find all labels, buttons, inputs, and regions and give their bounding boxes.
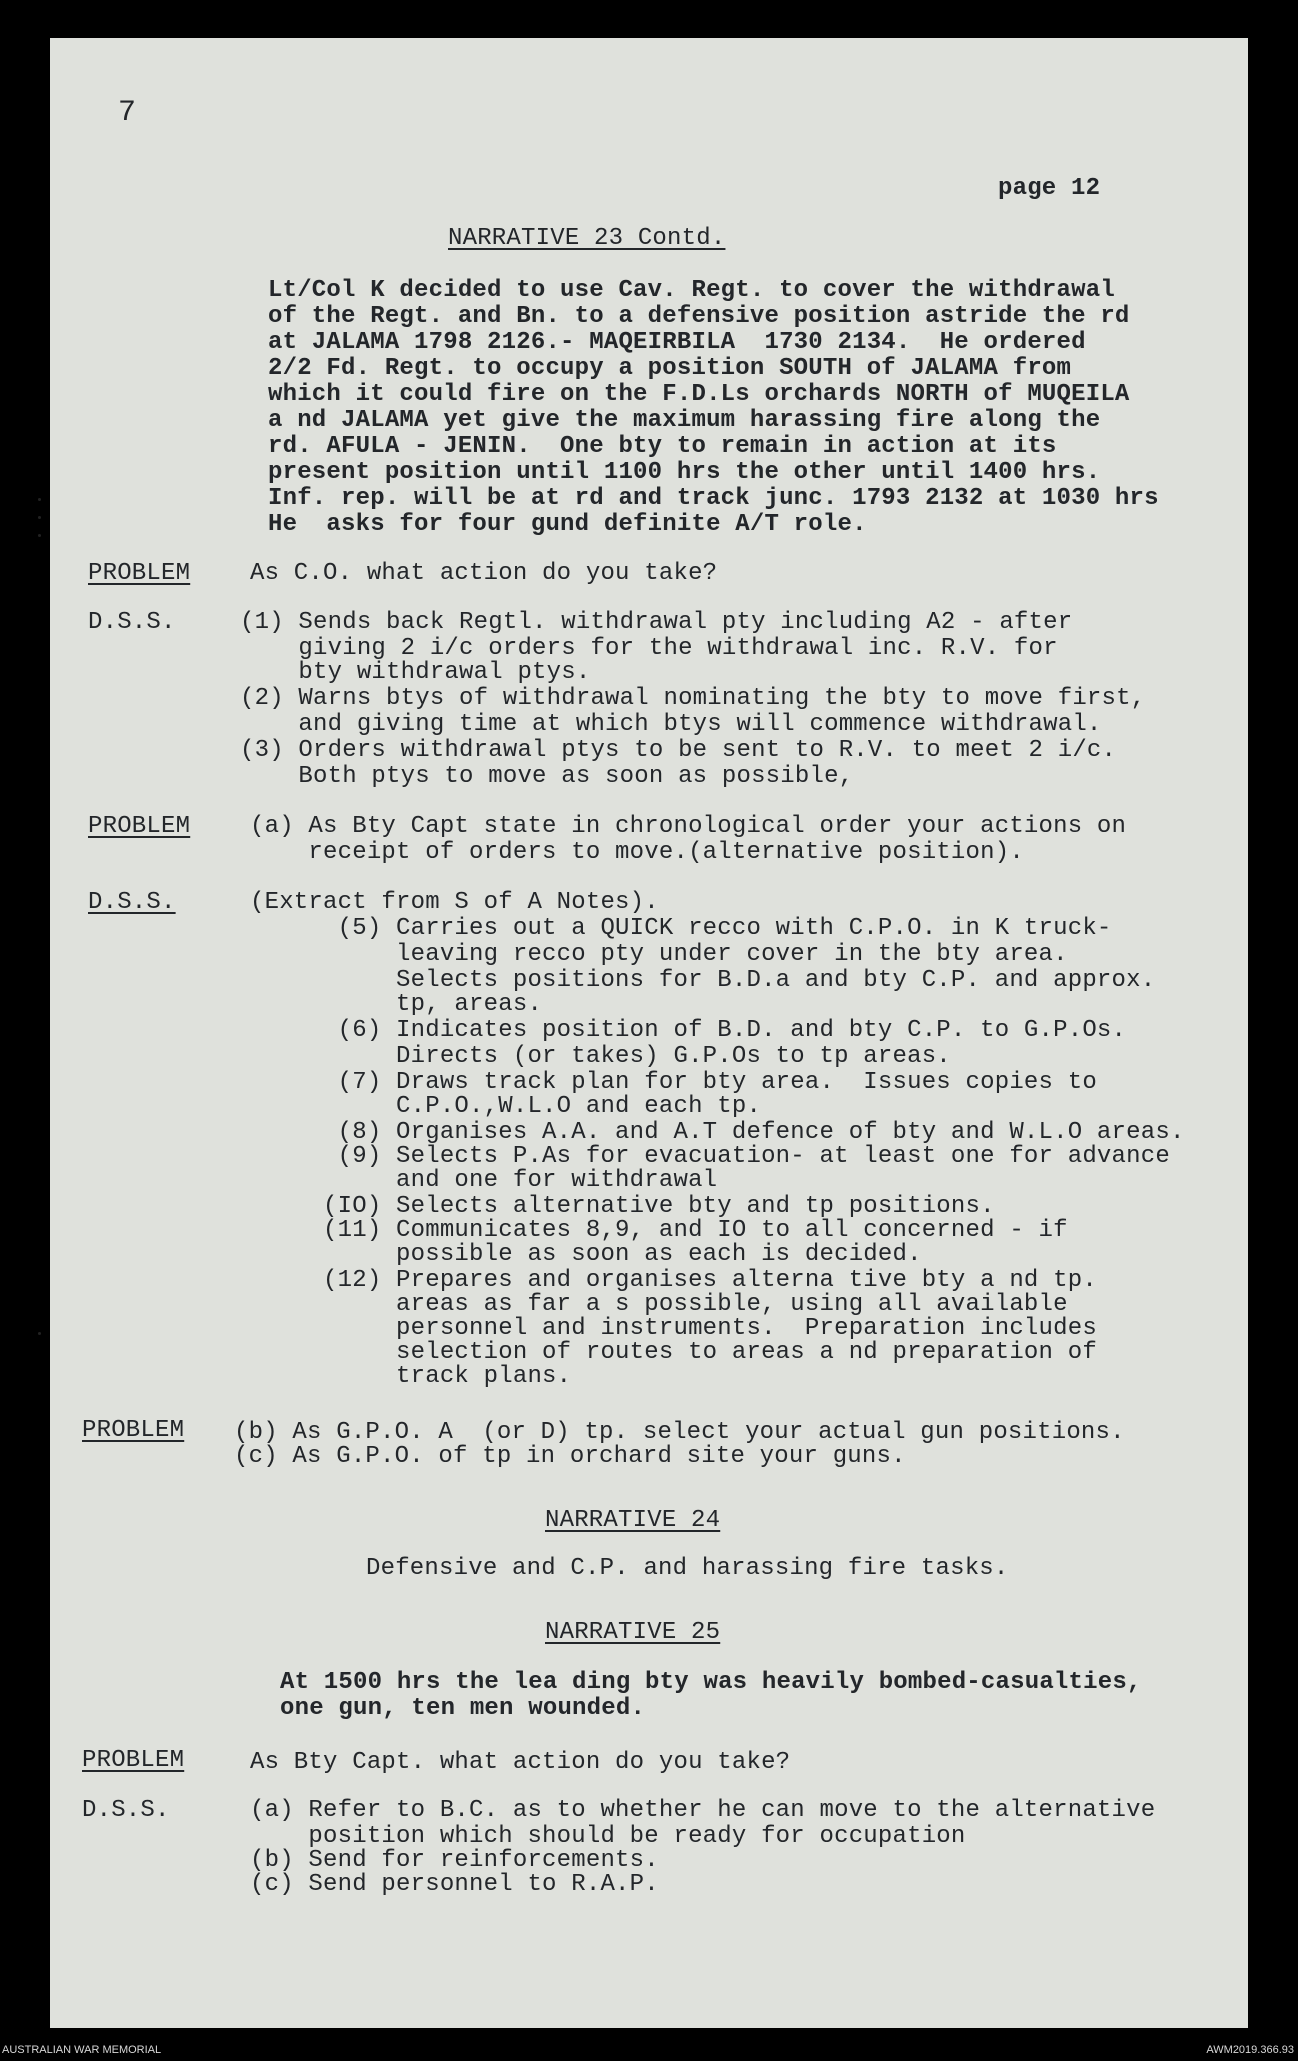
text-line: Selects positions for B.D.a and bty C.P. and approx. — [250, 967, 1156, 994]
problem-label: PROBLEM — [88, 560, 191, 587]
text-line: (b) As G.P.O. A (or D) tp. select your actual gun positions. — [234, 1419, 1125, 1446]
margin-mark — [38, 534, 41, 537]
text-line: C.P.O.,W.L.O and each tp. — [250, 1093, 762, 1120]
text-line: (IO) Selects alternative bty and tp positions. — [250, 1193, 995, 1220]
problem-label: PROBLEM — [82, 1747, 185, 1774]
text-line: At 1500 hrs the lea ding bty was heavily bombed-casualties, — [280, 1669, 1142, 1696]
text-line: one gun, ten men wounded. — [280, 1695, 646, 1722]
text-line: Lt/Col K decided to use Cav. Regt. to cover the withdrawal — [268, 277, 1115, 304]
text-line: position which should be ready for occupation — [250, 1823, 966, 1850]
text-line: (6) Indicates position of B.D. and bty C.P. to G.P.Os. — [250, 1017, 1127, 1044]
text-line: of the Regt. and Bn. to a defensive position astride the rd — [268, 303, 1130, 330]
text-line: (b) Send for reinforcements. — [250, 1847, 659, 1874]
text-line: possible as soon as each is decided. — [250, 1241, 922, 1268]
narrative-25-heading: NARRATIVE 25 — [545, 1619, 721, 1646]
document-page — [50, 38, 1248, 2028]
text-line: bty withdrawal ptys. — [240, 659, 591, 686]
narrative-23-heading: NARRATIVE 23 Contd. — [448, 225, 726, 252]
text-line: (1) Sends back Regtl. withdrawal pty including A2 - after — [240, 609, 1073, 636]
footer-left: AUSTRALIAN WAR MEMORIAL — [2, 2044, 162, 2056]
text-line: Directs (or takes) G.P.Os to tp areas. — [250, 1043, 951, 1070]
text-line: receipt of orders to move.(alternative position). — [250, 839, 1024, 866]
text-line: leaving recco pty under cover in the bty area. — [250, 941, 1068, 968]
text-line: (9) Selects P.As for evacuation- at least one for advance — [250, 1143, 1170, 1170]
text-line: (11) Communicates 8,9, and IO to all concerned - if — [250, 1217, 1068, 1244]
text-line: Inf. rep. will be at rd and track junc. 1793 2132 at 1030 hrs — [268, 485, 1159, 512]
text-line: Defensive and C.P. and harassing fire tasks. — [366, 1555, 1009, 1582]
text-line: a nd JALAMA yet give the maximum harassing fire along the — [268, 407, 1101, 434]
narrative-24-heading: NARRATIVE 24 — [545, 1507, 721, 1534]
text-line: giving 2 i/c orders for the withdrawal inc. R.V. for — [240, 635, 1058, 662]
margin-mark — [38, 516, 41, 519]
margin-mark — [38, 1332, 41, 1335]
text-line: which it could fire on the F.D.Ls orchards NORTH of MUQEILA — [268, 381, 1130, 408]
text-line: personnel and instruments. Preparation includes — [250, 1315, 1097, 1342]
text-line: track plans. — [250, 1363, 572, 1390]
text-line: at JALAMA 1798 2126.- MAQEIRBILA 1730 2134. He ordered — [268, 329, 1086, 356]
text-line: (c) As G.P.O. of tp in orchard site your guns. — [234, 1443, 906, 1470]
text-line: and one for withdrawal — [250, 1167, 718, 1194]
text-line: (a) Refer to B.C. as to whether he can move to the alternative — [250, 1797, 1156, 1824]
text-line: (8) Organises A.A. and A.T defence of bty and W.L.O areas. — [250, 1119, 1185, 1146]
footer-right: AWM2019.366.93 — [1206, 2044, 1294, 2056]
page-number: page 12 — [998, 175, 1101, 202]
dss-label: D.S.S. — [88, 889, 176, 916]
text-line: (5) Carries out a QUICK recco with C.P.O. in K truck- — [250, 915, 1112, 942]
text-line: (2) Warns btys of withdrawal nominating the bty to move first, — [240, 685, 1146, 712]
text-line: (12) Prepares and organises alterna tive bty a nd tp. — [250, 1267, 1097, 1294]
margin-mark — [38, 498, 41, 501]
text-line: selection of routes to areas a nd preparation of — [250, 1339, 1097, 1366]
text-line: Both ptys to move as soon as possible, — [240, 763, 854, 790]
text-line: As Bty Capt. what action do you take? — [250, 1749, 791, 1776]
problem-label: PROBLEM — [82, 1417, 185, 1444]
text-line: tp, areas. — [250, 991, 543, 1018]
text-line: (c) Send personnel to R.A.P. — [250, 1871, 659, 1898]
text-line: As C.O. what action do you take? — [250, 560, 718, 587]
dss-label: D.S.S. — [88, 609, 176, 636]
dss-label: D.S.S. — [82, 1797, 170, 1824]
text-line: present position until 1100 hrs the other until 1400 hrs. — [268, 459, 1101, 486]
page-mark: 7 — [118, 96, 137, 130]
problem-label: PROBLEM — [88, 813, 191, 840]
text-line: rd. AFULA - JENIN. One bty to remain in action at its — [268, 433, 1057, 460]
text-line: areas as far a s possible, using all available — [250, 1291, 1068, 1318]
text-line: (a) As Bty Capt state in chronological order your actions on — [250, 813, 1127, 840]
text-line: and giving time at which btys will commence withdrawal. — [240, 711, 1102, 738]
text-line: He asks for four gund definite A/T role. — [268, 511, 867, 538]
text-line: (7) Draws track plan for bty area. Issues copies to — [250, 1069, 1097, 1096]
text-line: (3) Orders withdrawal ptys to be sent to R.V. to meet 2 i/c. — [240, 737, 1117, 764]
text-line: 2/2 Fd. Regt. to occupy a position SOUTH of JALAMA from — [268, 355, 1072, 382]
text-line: (Extract from S of A Notes). — [250, 889, 659, 916]
